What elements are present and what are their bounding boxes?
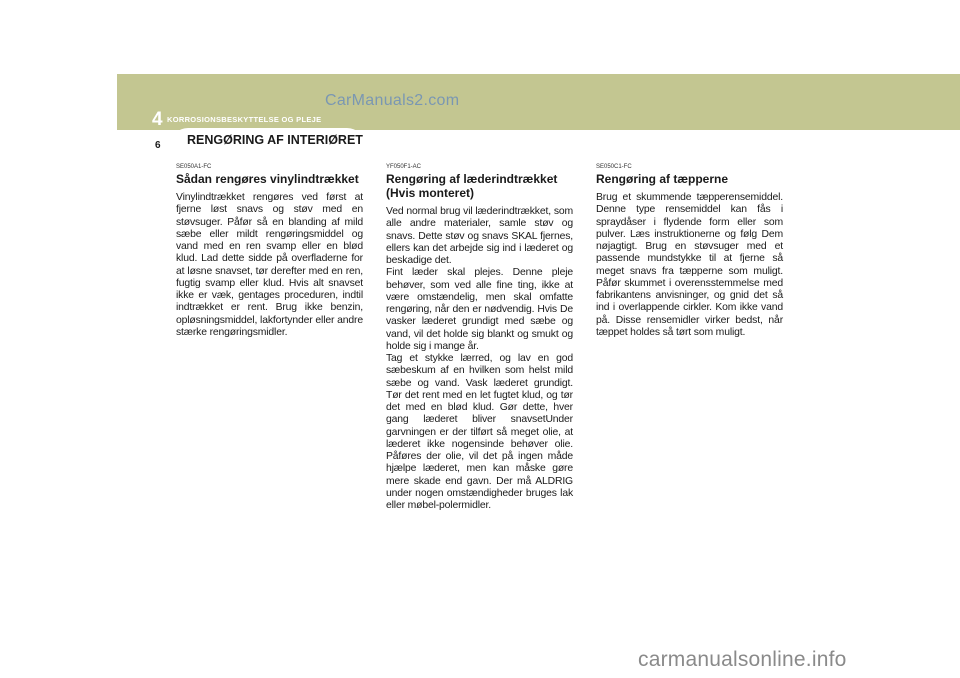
- header-side-strip: [117, 130, 170, 170]
- section-code: YF050F1-AC: [386, 164, 422, 170]
- page-number: 6: [155, 140, 161, 151]
- chapter-number: 4: [152, 109, 163, 130]
- section-title: RENGØRING AF INTERIØRET: [187, 133, 363, 147]
- watermark-top[interactable]: CarManuals2.com: [325, 92, 460, 109]
- section-heading: Rengøring af tæpperne: [596, 172, 729, 186]
- section-heading: Rengøring af læderindtrækket (Hvis monteret): [386, 172, 558, 200]
- section-heading: Sådan rengøres vinylindtrækket: [176, 172, 359, 186]
- column-vinyl: [176, 163, 363, 339]
- section-body: Ved normal brug vil læderindtrækket, som alle andre materialer, samle støv og snavs. Dette støv og snavs SKAL fjernes, ellers kan det arbejde sig ind i læderet og beskadige det. Fint læder skal plejes. Denne pleje behøver, som ved alle fine ting, ikke at være omstændelig, men skal omfatte rengøring, når den er nødvendig. Hvis De vasker læderet grundigt med sæbe og vand, vil det holde sig blankt og smukt og holde sig i mange år. Tag et stykke lærred, og lav en god sæbeskum af en hvilken som helst mild sæbe og vand. Vask læderet grundigt. Tør det rent med en let fugtet klud, og tør det med en blød klud. Gør dette, hver gang læderet bliver snavsetUnder garvningen er der tilført så meget olie, at læderet ikke nogensinde behøver olie. Påføres der olie, vil det på ingen måde hjælpe læderet, men kan måske gøre mere skade end gavn. Der må ALDRIG under nogen omstændigheder bruges lak eller møbel-polermidler.: [386, 206, 573, 511]
- column-carpet: [596, 163, 783, 339]
- section-body: Brug et skummende tæpperensemiddel. Denne type rensemiddel kan fås i spraydåser i flydende form eller som pulver. Læs instruktionerne og følg Dem nøjagtigt. Brug en støvsuger med et passende mundstykke til at fjerne så meget snavs fra tæpperne som muligt. Påfør skummet i overensstemmelse med fabrikantens anvisninger, og gnid det så ind i overlappende cirkler. Kom ikke vand på. Disse rensemidler virker bedst, når tæppet holdes så tørt som muligt.: [596, 192, 783, 338]
- chapter-title: KORROSIONSBESKYTTELSE OG PLEJE: [167, 115, 322, 124]
- section-code: SE050A1-FC: [176, 164, 212, 170]
- watermark-bottom[interactable]: carmanualsonline.info: [638, 648, 847, 671]
- section-code: SE050C1-FC: [596, 164, 632, 170]
- section-body: Vinylindtrækket rengøres ved først at fjerne løst snavs og støv med en støvsuger. Påfør så en blanding af mild sæbe eller mildt rengøringsmiddel og vand med en ren svamp eller en blød klud. Lad dette sidde på overfladerne for at løsne snavset, tør derefter med en ren, fugtig svamp eller klud. Hvis alt snavset ikke er væk, gentages proceduren, indtil indtrækket er rent. Brug ikke benzin, opløsningsmiddel, lakfortynder eller andre stærke rengøringsmidler.: [176, 192, 363, 338]
- column-leather: [386, 163, 573, 512]
